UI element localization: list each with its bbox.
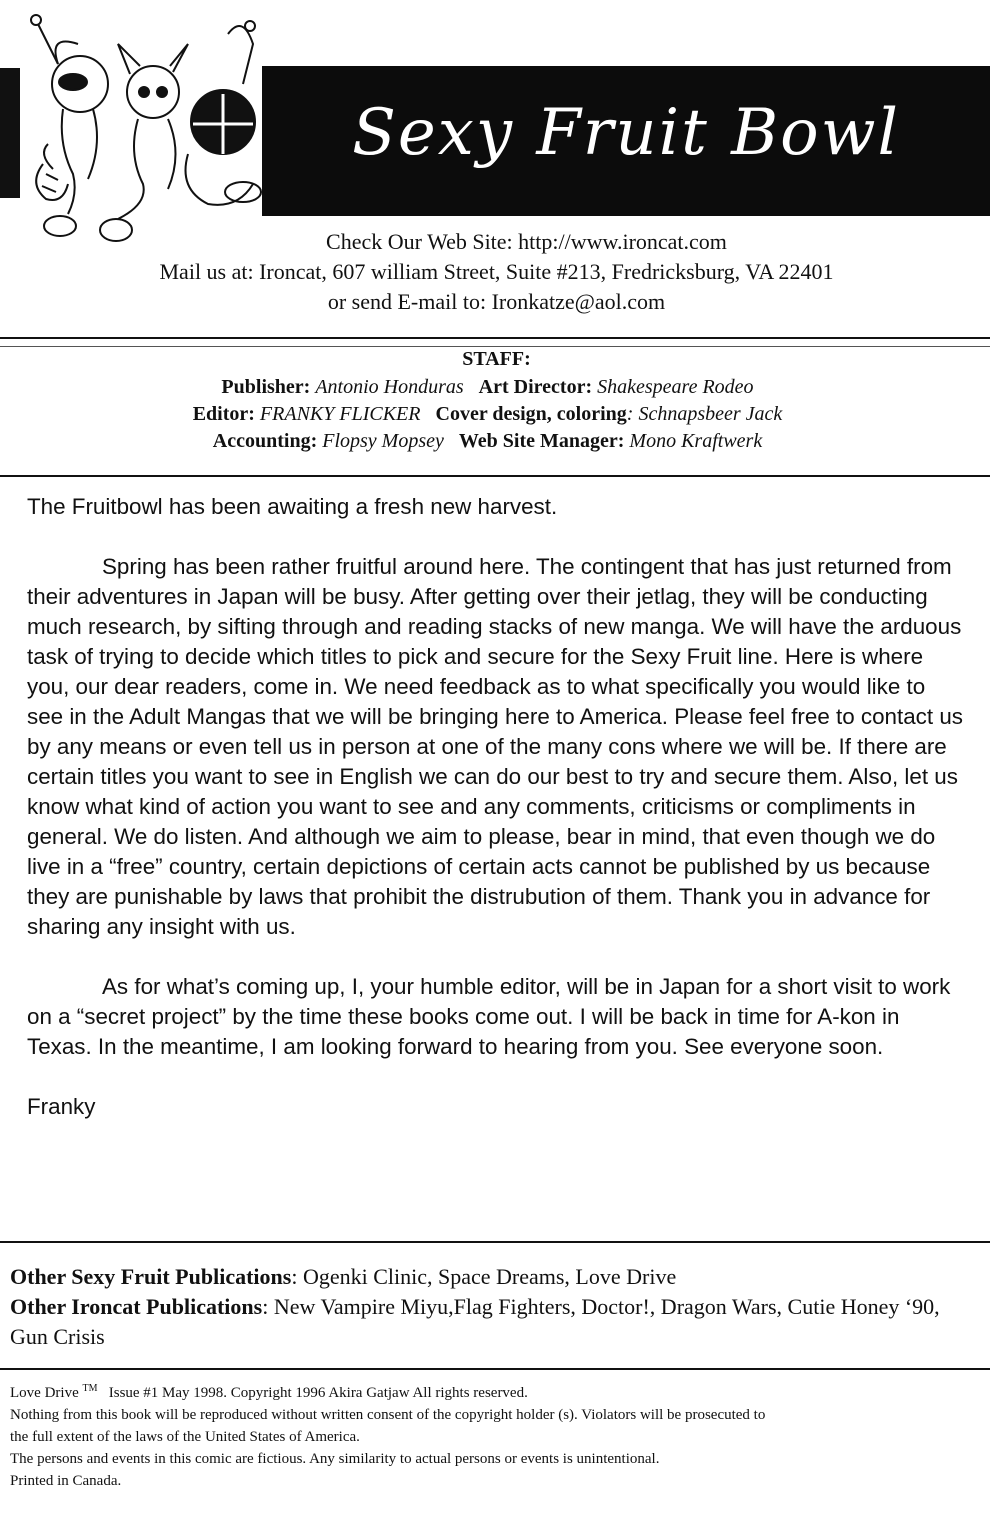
page-title: Sexy Fruit Bowl [352,96,900,170]
staff-line [0,403,975,426]
divider-thin [0,346,990,347]
letter-signature: Franky [27,1094,96,1119]
legal-line: Nothing from this book will be reproduced without written consent of the copyright holder (s). Violators will be prosecuted to [10,1407,766,1423]
left-black-bar [0,68,20,198]
staff-line [0,376,975,399]
legal-line: Printed in Canada. [10,1473,122,1489]
staff-name: : Schnapsbeer Jack [626,403,783,425]
staff-role: Cover design, coloring [435,403,627,425]
publications-label: Other Ironcat Publications [10,1294,263,1319]
issue-line [10,1378,975,1404]
staff-role: Web Site Manager: [458,430,625,452]
legal-notice [10,1378,975,1492]
staff-name: Flopsy Mopsey [322,430,444,452]
staff-name: Antonio Honduras [315,376,464,398]
legal-line: the full extent of the laws of the United States of America. [10,1429,360,1445]
letter-paragraph: As for what’s coming up, I, your humble editor, will be in Japan for a short visit to work on a “secret project” by the time these books come out. I will be back in time for A-kon in Texas. In the meantime, I am looking forward to hearing from you. See everyone soon. [27,974,951,1059]
sexy-fruit-publications [10,1262,970,1292]
editor-letter [27,492,967,1122]
email-line: or send E-mail to: Ironkatze@aol.com [327,289,666,314]
legal-title: Love Drive [10,1385,79,1401]
mail-address-line: Mail us at: Ironcat, 607 william Street, Suite #213, Fredricksburg, VA 22401 [159,259,834,284]
other-publications [10,1262,970,1352]
staff-role: Editor: [192,403,255,425]
legal-line: The persons and events in this comic are fictious. Any similarity to actual persons or events is unintentional. [10,1451,660,1467]
divider [0,475,990,477]
staff-role: Art Director: [478,376,593,398]
divider [0,1368,990,1370]
staff-role: Publisher: [221,376,311,398]
title-banner [262,66,990,216]
publications-titles: : New Vampire Miyu,Flag Fighters, Doctor!, Dragon Wars, Cutie Honey ‘90, Gun Crisis [10,1294,940,1349]
mascot-illustration [18,4,288,249]
letter-paragraph: Spring has been rather fruitful around here. The contingent that has just returned from their adventures in Japan will be busy. After getting over their jetlag, they will be conducting much research, by sifting through and reading stacks of new manga. We will have the arduous task of trying to decide which titles to pick and secure for the Sexy Fruit line. Here is where you, our dear readers, come in. We need feedback as to what specifically you would like to see in the Adult Mangas that we will be bringing here to America. Please feel free to contact us by any means or even tell us in person at one of the many cons where we will be. If there are certain titles you want to see in English we can do our best to try and secure them. Also, let us know what kind of action you want to see and any comments, criticisms or compliments in general. We do listen. And although we aim to please, bear in mind, that even though we do live in a “free” country, certain depictions of certain acts cannot be published by us because they are punishable by laws that prohibit the distrubution of them. Thank you in advance for sharing any insight with us. [27,554,963,939]
staff-name: Shakespeare Rodeo [597,376,754,398]
ironcat-publications [10,1292,970,1352]
publications-titles: : Ogenki Clinic, Space Dreams, Love Drive [291,1264,677,1289]
divider [0,337,990,339]
staff-role: Accounting: [212,430,318,452]
publications-label: Other Sexy Fruit Publications [10,1264,292,1289]
web-site-line: Check Our Web Site: http://www.ironcat.com [326,229,727,254]
issue-info: Issue #1 May 1998. Copyright 1996 Akira Gatjaw All rights reserved. [108,1385,528,1401]
letter-opening: The Fruitbowl has been awaiting a fresh new harvest. [27,494,558,519]
staff-name: Mono Kraftwerk [629,430,763,452]
staff-name: FRANKY FLICKER [259,403,421,425]
trademark: TM [82,1383,98,1394]
staff-line [0,430,975,453]
staff-heading: STAFF: [462,348,531,370]
divider [0,1241,990,1243]
